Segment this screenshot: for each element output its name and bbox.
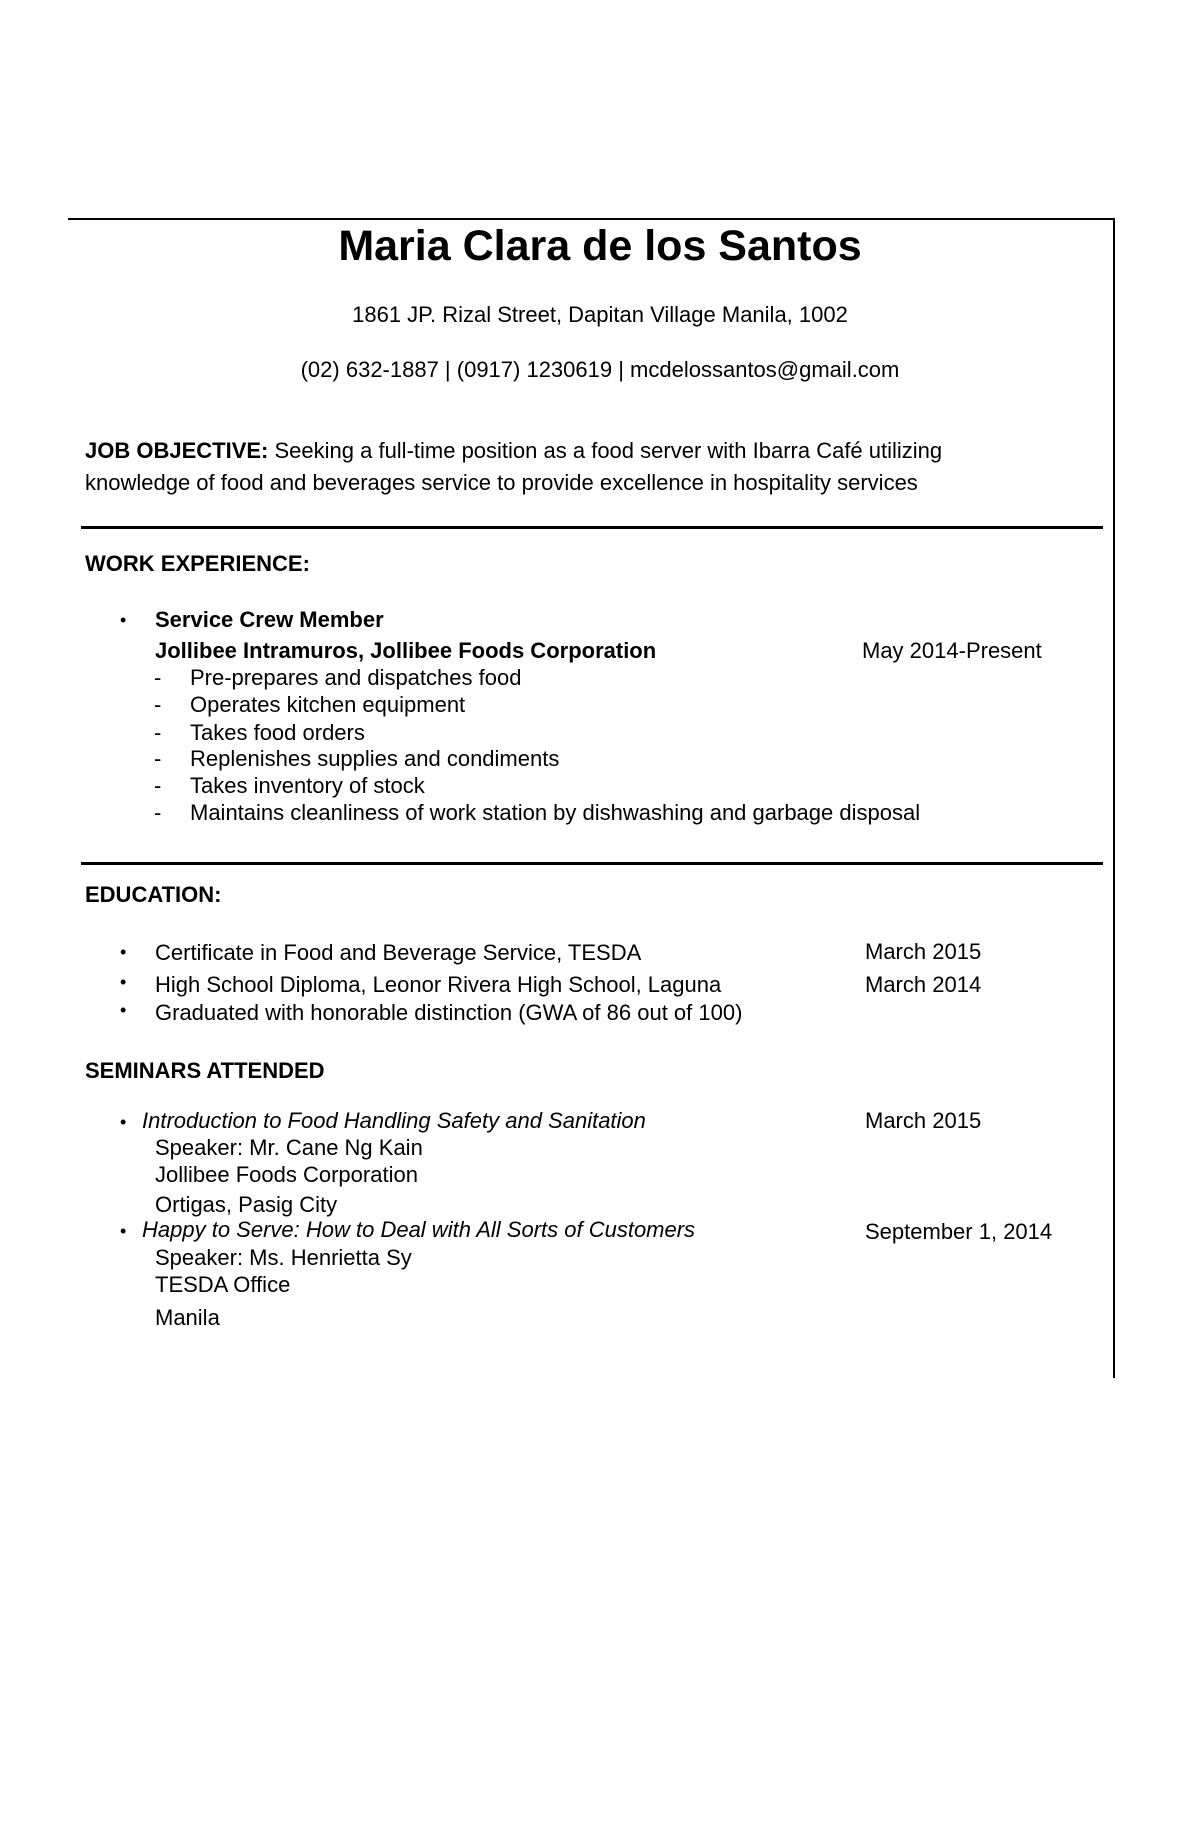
section-divider [81, 526, 1103, 529]
bullet-icon: • [120, 972, 127, 992]
seminar-title: Introduction to Food Handling Safety and Sanitation [142, 1108, 646, 1133]
seminar-organization: Jollibee Foods Corporation [155, 1162, 418, 1187]
dash-marker: - [154, 746, 162, 771]
seminar-location: Ortigas, Pasig City [155, 1192, 338, 1217]
seminar-speaker: Speaker: Ms. Henrietta Sy [155, 1245, 412, 1270]
seminar-location: Manila [155, 1305, 220, 1330]
section-divider [81, 862, 1103, 865]
seminar-date: September 1, 2014 [865, 1219, 1053, 1244]
seminar-date: March 2015 [865, 1108, 982, 1133]
job-objective-label: JOB OBJECTIVE: [85, 438, 269, 463]
bullet-icon: • [120, 610, 127, 630]
duty-item: Maintains cleanliness of work station by dishwashing and garbage disposal [190, 800, 921, 825]
seminars-heading: SEMINARS ATTENDED [85, 1058, 325, 1083]
duty-item: Takes food orders [190, 720, 365, 745]
duty-item: Pre-prepares and dispatches food [190, 665, 522, 690]
job-employer: Jollibee Intramuros, Jollibee Foods Corporation [155, 638, 657, 663]
seminar-organization: TESDA Office [155, 1272, 291, 1297]
dash-marker: - [154, 665, 162, 690]
seminar-speaker: Speaker: Mr. Cane Ng Kain [155, 1135, 423, 1160]
address-line: 1861 JP. Rizal Street, Dapitan Village Manila, 1002 [352, 302, 848, 327]
dash-marker: - [154, 773, 162, 798]
education-date: March 2015 [865, 939, 982, 964]
work-experience-heading: WORK EXPERIENCE: [85, 551, 310, 576]
job-title: Service Crew Member [155, 607, 384, 632]
contact-line: (02) 632-1887 | (0917) 1230619 | mcdelossantos@gmail.com [300, 357, 900, 382]
job-objective-line-1 [85, 438, 942, 464]
seminar-title: Happy to Serve: How to Deal with All Sorts of Customers [142, 1217, 696, 1242]
bullet-icon: • [120, 1112, 127, 1132]
dash-marker: - [154, 800, 162, 825]
education-item: Certificate in Food and Beverage Service, TESDA [155, 940, 642, 965]
dash-marker: - [154, 720, 162, 745]
job-dates: May 2014-Present [862, 638, 1042, 663]
bullet-icon: • [120, 1221, 127, 1241]
duty-item: Takes inventory of stock [190, 773, 425, 798]
dash-marker: - [154, 692, 162, 717]
education-item: High School Diploma, Leonor Rivera High School, Laguna [155, 972, 722, 997]
duty-item: Operates kitchen equipment [190, 692, 466, 717]
job-objective-line-2: knowledge of food and beverages service to provide excellence in hospitality services [85, 470, 918, 495]
job-objective-text-1: Seeking a full-time position as a food server with Ibarra Café utilizing [268, 438, 943, 463]
education-heading: EDUCATION: [85, 882, 222, 907]
top-border-line [68, 218, 1115, 220]
right-border-line [1113, 218, 1115, 1378]
duty-item: Replenishes supplies and condiments [190, 746, 560, 771]
bullet-icon: • [120, 1000, 127, 1020]
bullet-icon: • [120, 942, 127, 962]
resume-name: Maria Clara de los Santos [338, 222, 862, 270]
education-date: March 2014 [865, 972, 982, 997]
education-item: Graduated with honorable distinction (GWA of 86 out of 100) [155, 1000, 743, 1025]
